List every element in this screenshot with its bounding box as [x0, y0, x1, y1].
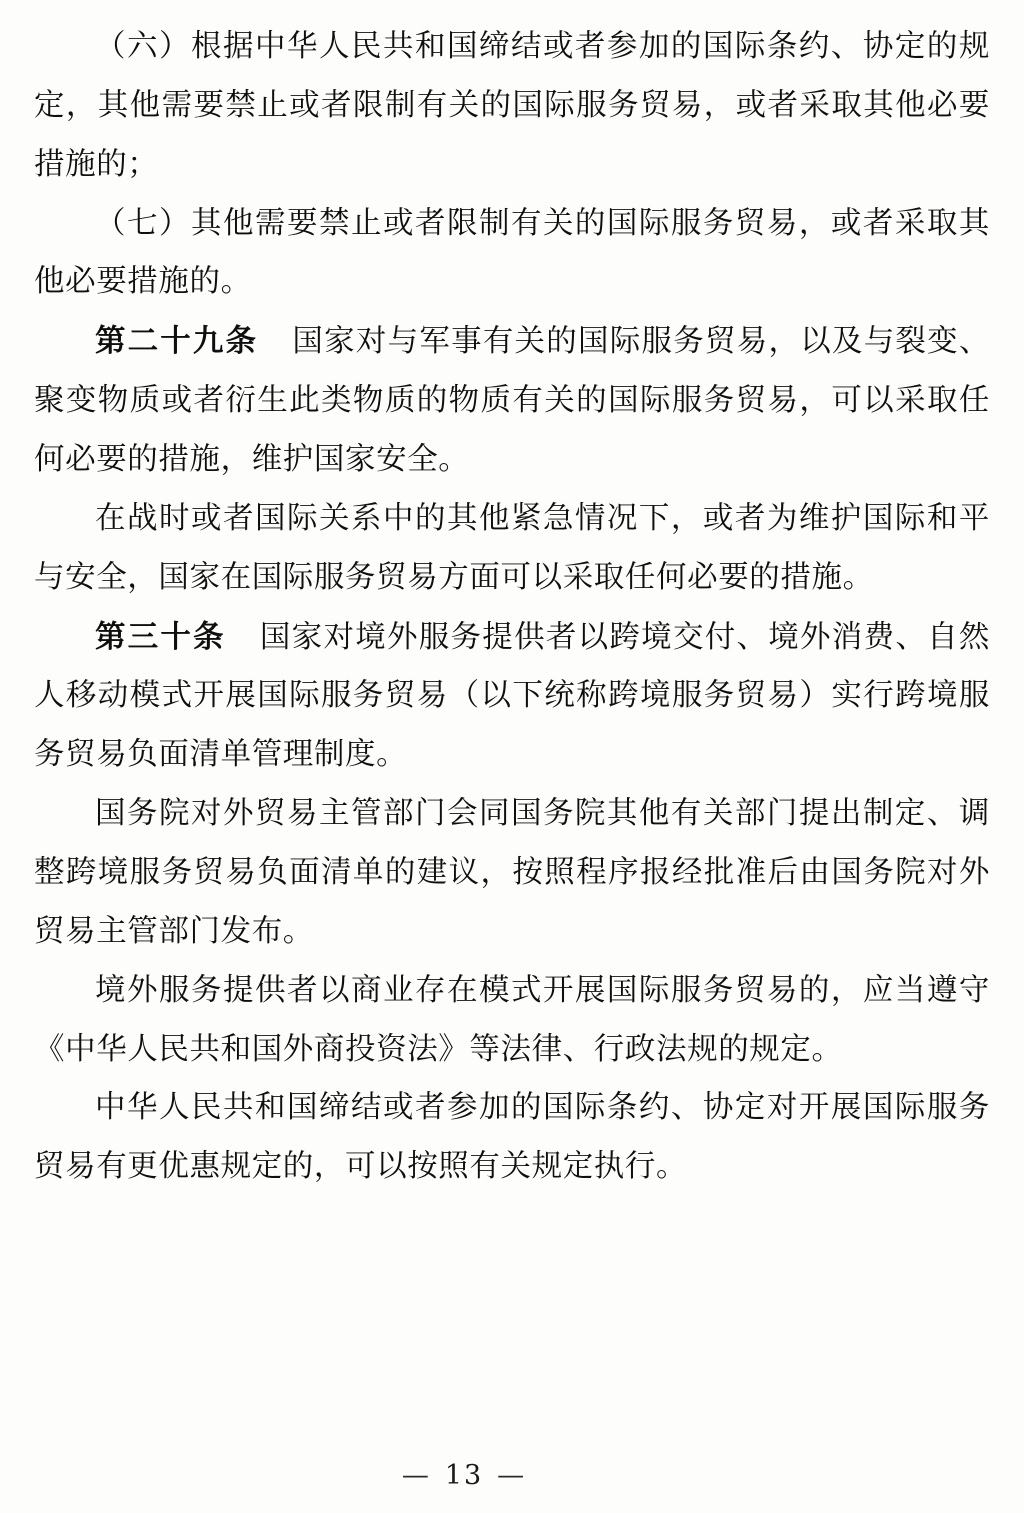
paragraph-text: 境外服务提供者以商业存在模式开展国际服务贸易的，应当遵守《中华人民共和国外商投资法》等法律、行政法规的规定。 [34, 972, 990, 1067]
paragraph-text: （六）根据中华人民共和国缔结或者参加的国际条约、协定的规定，其他需要禁止或者限制有关的国际服务贸易，或者采取其他必要措施的； [34, 29, 990, 182]
page-number: 13 [444, 1460, 484, 1491]
paragraph-text: 国务院对外贸易主管部门会同国务院其他有关部门提出制定、调整跨境服务贸易负面清单的建议，按照程序报经批准后由国务院对外贸易主管部门发布。 [34, 796, 990, 949]
paragraph-text: （七）其他需要禁止或者限制有关的国际服务贸易，或者采取其他必要措施的。 [34, 205, 990, 300]
paragraph-text: 国家对境外服务提供者以跨境交付、境外消费、自然人移动模式开展国际服务贸易（以下统称跨境服务贸易）实行跨境服务贸易负面清单管理制度。 [34, 619, 990, 773]
paragraph-article-30 [34, 608, 990, 786]
paragraph-item-7 [34, 195, 990, 313]
footer-dash-right: — [497, 1460, 527, 1491]
paragraph-article-29 [34, 312, 990, 490]
paragraph-article-30-p2 [34, 785, 990, 962]
paragraph-text: 国家对与军事有关的国际服务贸易，以及与裂变、聚变物质或者衍生此类物质的物质有关的国际服务贸易，可以采取任何必要的措施，维护国家安全。 [34, 324, 991, 478]
page-footer [0, 1460, 1024, 1491]
paragraph-text: 在战时或者国际关系中的其他紧急情况下，或者为维护国际和平与安全，国家在国际服务贸易方面可以采取任何必要的措施。 [34, 500, 990, 595]
paragraph-article-30-p3 [34, 962, 990, 1080]
document-body [34, 18, 990, 1197]
paragraph-article-29-p2 [34, 490, 990, 608]
footer-dash-left: — [401, 1460, 431, 1491]
paragraph-text: 中华人民共和国缔结或者参加的国际条约、协定对开展国际服务贸易有更优惠规定的，可以按照有关规定执行。 [34, 1090, 990, 1185]
paragraph-item-6 [34, 18, 990, 195]
paragraph-article-30-p4 [34, 1079, 990, 1197]
article-heading: 第二十九条 [95, 323, 259, 360]
article-heading: 第三十条 [95, 618, 226, 655]
